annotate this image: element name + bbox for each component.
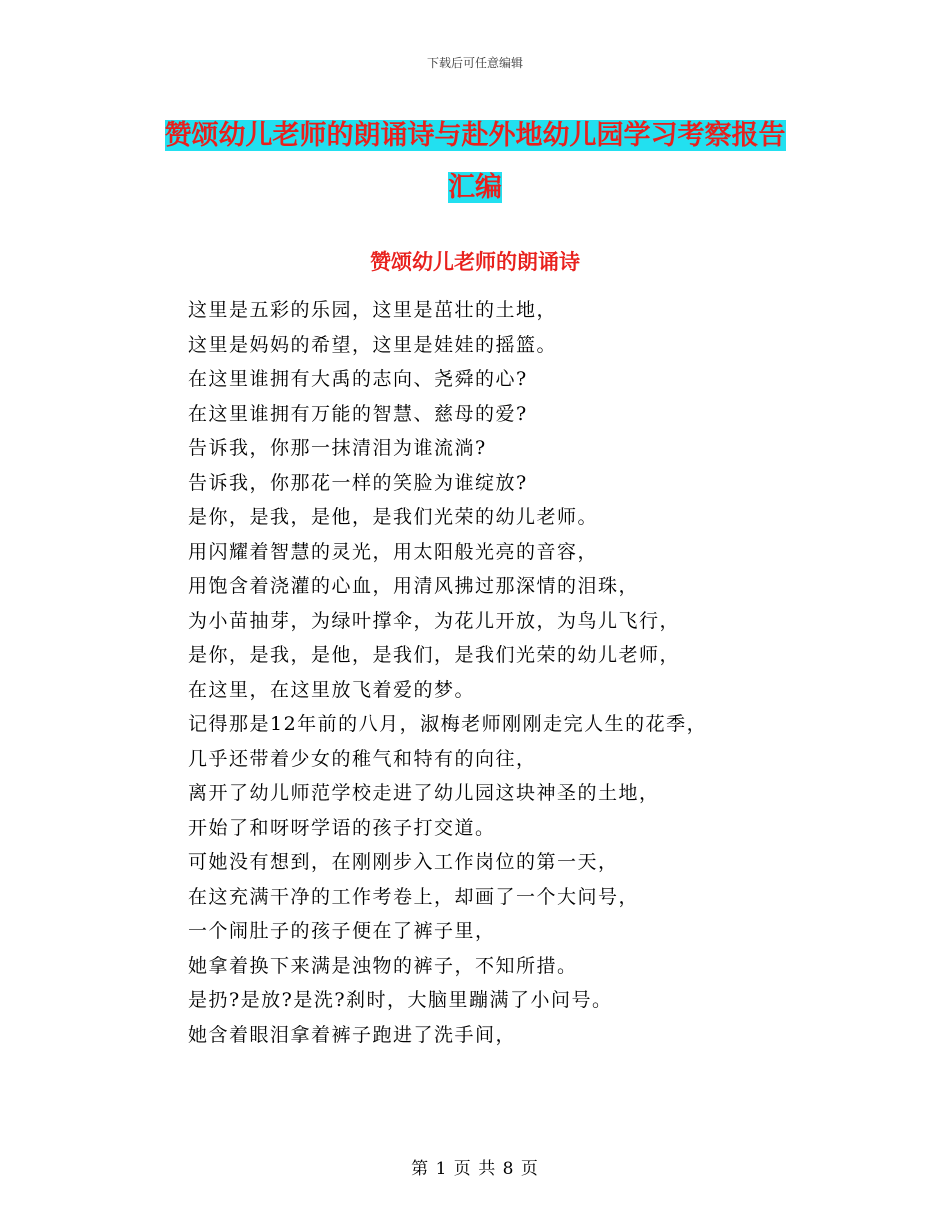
poem-line: 是你，是我，是他，是我们光荣的幼儿老师。 xyxy=(188,506,599,528)
poem-line: 开始了和呀呀学语的孩子打交道。 xyxy=(188,816,496,839)
poem-line: 她拿着换下来满是浊物的裤子，不知所措。 xyxy=(188,954,578,977)
document-title-line-2: 汇编 xyxy=(448,172,502,203)
poem-line: 她含着眼泪拿着裤子跑进了洗手间， xyxy=(188,1023,517,1046)
poem-line: 告诉我，你那花一样的笑脸为谁绽放? xyxy=(188,471,528,494)
poem-line: 一个闹肚子的孩子便在了裤子里， xyxy=(188,920,496,942)
poem-line: 是扔?是放?是洗?刹时，大脑里蹦满了小问号。 xyxy=(188,989,613,1011)
poem-body xyxy=(188,293,888,1052)
poem-line: 几乎还带着少女的稚气和特有的向往， xyxy=(188,747,537,770)
poem-line: 这里是妈妈的希望，这里是娃娃的摇篮。 xyxy=(188,333,558,356)
header-note: 下载后可任意编辑 xyxy=(426,56,523,70)
poem-line: 在这里，在这里放飞着爱的梦。 xyxy=(188,678,476,701)
page-footer: 第 1 页 共 8 页 xyxy=(411,1159,539,1179)
document-title xyxy=(0,110,950,214)
poem-line: 离开了幼儿师范学校走进了幼儿园这块神圣的土地， xyxy=(188,782,660,804)
poem-line: 可她没有想到，在刚刚步入工作岗位的第一天， xyxy=(188,851,619,873)
poem-line: 是你，是我，是他，是我们，是我们光荣的幼儿老师， xyxy=(188,644,681,666)
poem-line: 为小苗抽芽，为绿叶撑伞，为花儿开放，为鸟儿飞行， xyxy=(188,609,681,632)
poem-line: 在这里谁拥有万能的智慧、慈母的爱? xyxy=(188,402,528,425)
poem-line: 在这里谁拥有大禹的志向、尧舜的心? xyxy=(188,368,528,390)
poem-line: 在这充满干净的工作考卷上，却画了一个大问号， xyxy=(188,885,640,908)
poem-line: 记得那是12年前的八月，淑梅老师刚刚走完人生的花季， xyxy=(188,713,708,735)
poem-line: 用闪耀着智慧的灵光，用太阳般光亮的音容， xyxy=(188,540,599,563)
section-title: 赞颂幼儿老师的朗诵诗 xyxy=(370,250,580,274)
document-title-line-1: 赞颂幼儿老师的朗诵诗与赴外地幼儿园学习考察报告 xyxy=(164,120,786,151)
poem-line: 这里是五彩的乐园，这里是茁壮的土地， xyxy=(188,299,558,321)
poem-line: 用饱含着浇灌的心血，用清风拂过那深情的泪珠， xyxy=(188,575,640,597)
poem-line: 告诉我，你那一抹清泪为谁流淌? xyxy=(188,437,487,459)
